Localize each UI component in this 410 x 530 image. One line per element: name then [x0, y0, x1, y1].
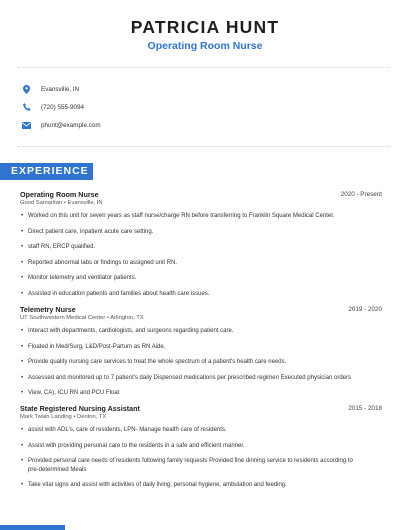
bullet-text: Assessed and monitored up to 7 patient's daily Dispensed medications per prescribed regimen Executed physician orders [28, 375, 351, 381]
location-pin-icon [22, 85, 31, 94]
list-item: • Provide quality nursing care services to treat the whole spectrum of a patient's health care needs. [20, 358, 365, 367]
list-item: • Direct patient care, inpatient acute care setting. [20, 228, 365, 237]
job-title: State Registered Nursing Assistant [20, 404, 140, 413]
list-item: • assist with ADL's, care of residents, LPN- Manage health care of residents. [20, 426, 365, 435]
list-item: • Provided personal care needs of residents following family requests Provided fine dinning service to residents according to pre-determined Meals [20, 457, 365, 475]
experience-heading: EXPERIENCE [11, 165, 89, 177]
bullet-text: Floated in Med/Surg, L&D/Post-Partum as RN Aide. [28, 344, 166, 350]
bullet-text: Monitor telemetry and ventilator patients. [28, 275, 137, 281]
bullet-text: Take vital signs and assist with activities of daily living; personal hygiene, ambulation and feeding. [28, 482, 287, 488]
contact-phone [22, 100, 84, 114]
candidate-name: PATRICIA HUNT [130, 17, 280, 37]
bullet-text: Direct patient care, inpatient acute care setting. [28, 229, 154, 235]
next-section-bar [0, 525, 65, 530]
list-item: • Monitor telemetry and ventilator patients. [20, 274, 365, 283]
list-item: • Assessed and monitored up to 7 patient's daily Dispensed medications per prescribed regimen Executed physician orders [20, 374, 365, 383]
job-employer: Mark Twain Landing [20, 414, 72, 420]
divider [18, 146, 390, 147]
job-dates: 2015 - 2018 [348, 405, 382, 412]
job-employer-line: Good Samaritan • Evansville, IN [20, 200, 103, 206]
job-employer-line: UT Southwestern Medical Center • Arlington, TX [20, 315, 144, 321]
list-item: • View, CA), ICU RN and PCU Float [20, 389, 365, 398]
list-item: • Assisted in education patients and families about health care issues. [20, 290, 365, 299]
list-item: • Floated in Med/Surg, L&D/Post-Partum as RN Aide. [20, 343, 365, 352]
location-text: Evansville, IN [41, 85, 80, 93]
job-dates: 2020 - Present [340, 191, 382, 198]
experience-heading-bar [0, 163, 93, 180]
bullet-text: Reported abnormal labs or findings to assigned unit RN. [28, 260, 178, 266]
contact-email [22, 118, 101, 132]
bullet-text: Worked on this unit for seven years as staff nurse/charge RN before transferring to Franklin Square Medical Center. [28, 213, 335, 219]
job-title: Operating Room Nurse [20, 190, 99, 199]
list-item: • staff RN, ERCP qualified. [20, 243, 365, 252]
bullet-text: View, CA), ICU RN and PCU Float [28, 390, 120, 396]
bullet-text: Interact with departments, cardiologists, and surgeons regarding patient care. [28, 328, 234, 334]
phone-text: (720) 555-9094 [41, 103, 85, 111]
phone-icon [22, 103, 31, 112]
bullet-text: Assist with providing personal care to the residents in a safe and efficient manner. [28, 443, 245, 449]
job-location: Arlington, TX [110, 315, 144, 321]
bullet-text: staff RN, ERCP qualified. [28, 244, 96, 250]
job-location: Evansville, IN [67, 200, 103, 206]
divider [18, 67, 390, 68]
bullet-text: Assisted in education patients and families about health care issues. [28, 291, 210, 297]
list-item: • Interact with departments, cardiologists, and surgeons regarding patient care. [20, 327, 365, 336]
candidate-title: Operating Room Nurse [147, 40, 263, 52]
list-item: • Worked on this unit for seven years as staff nurse/charge RN before transferring to Franklin Square Medical Center. [20, 212, 365, 221]
job-title: Telemetry Nurse [20, 305, 76, 314]
email-icon [22, 121, 31, 130]
bullet-text: Provide quality nursing care services to treat the whole spectrum of a patient's health care needs. [28, 359, 287, 365]
bullet-text: Provided personal care needs of residents following family requests Provided fine dinning service to residents according to pre-determined Meals [28, 458, 353, 473]
bullet-text: assist with ADL's, care of residents, LPN- Manage health care of residents. [28, 427, 227, 433]
list-item: • Take vital signs and assist with activities of daily living; personal hygiene, ambulation and feeding. [20, 481, 365, 490]
list-item: • Assist with providing personal care to the residents in a safe and efficient manner. [20, 442, 365, 451]
job-employer: UT Southwestern Medical Center [20, 315, 106, 321]
job-dates: 2019 - 2020 [348, 306, 382, 313]
list-item: • Reported abnormal labs or findings to assigned unit RN. [20, 259, 365, 268]
email-text: phunt@example.com [41, 121, 101, 129]
contact-location [22, 82, 79, 96]
job-employer: Good Samaritan [20, 200, 63, 206]
job-employer-line: Mark Twain Landing • Denton, TX [20, 414, 107, 420]
job-location: Denton, TX [77, 414, 107, 420]
